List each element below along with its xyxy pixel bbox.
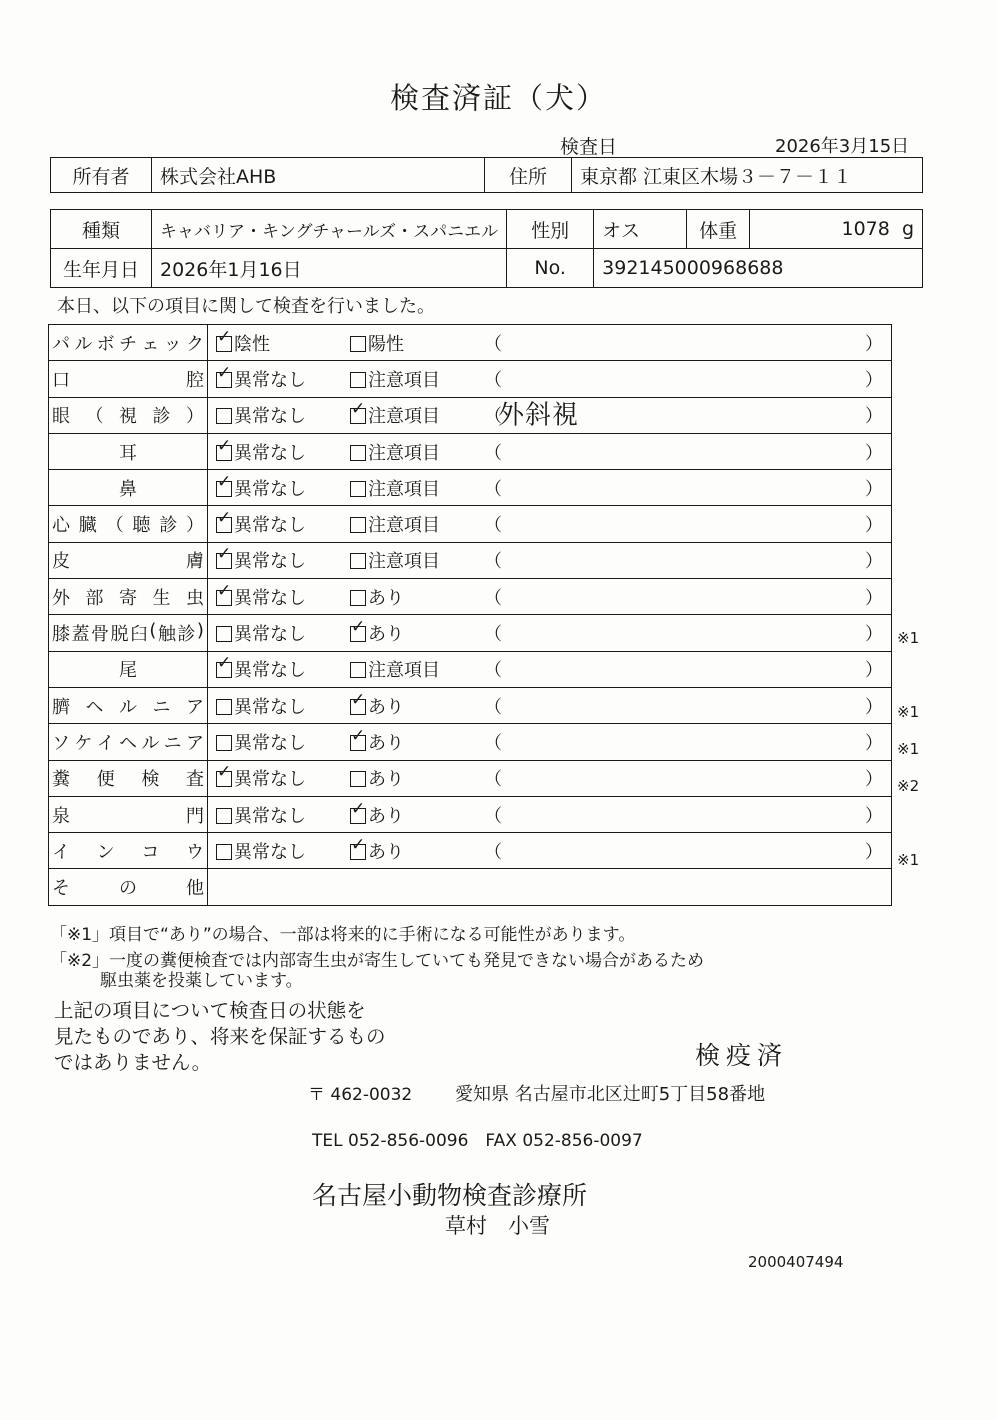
exam-row [49, 651, 892, 687]
clinic-phone: TEL 052-856-0096 FAX 052-856-0097 [312, 1131, 643, 1151]
label-char: 皮 [52, 551, 70, 573]
label-char: ヘ [118, 732, 137, 754]
exam-row [49, 397, 892, 433]
paren-close: ） [865, 478, 883, 500]
registration-number: 392145000968688 [594, 249, 923, 288]
exam-label [52, 511, 204, 537]
label-char: 心 [52, 515, 70, 537]
label-char: 臓 [78, 515, 97, 537]
label-char: 触 [157, 624, 176, 646]
exam-option [350, 511, 440, 537]
label-char: ル [119, 696, 137, 718]
checked-box-icon [216, 517, 232, 533]
option-text: あり [368, 732, 404, 754]
exam-label-cell [49, 651, 208, 687]
label-char: チ [118, 333, 137, 355]
label-char: 腔 [186, 369, 204, 391]
option-text: 異常なし [234, 587, 306, 609]
label-char: 便 [96, 769, 115, 791]
exam-option [350, 729, 404, 755]
label-char: イ [96, 732, 115, 754]
exam-option [216, 620, 306, 646]
paren-close: ） [865, 732, 883, 754]
owner-label: 所有者 [51, 158, 152, 193]
footnote-mark: ※1 [897, 851, 920, 869]
address-label: 住所 [485, 158, 572, 193]
birth-label: 生年月日 [51, 249, 152, 288]
footnote-1: 「※1」項目で“あり”の場合、一部は将来的に手術になる可能性があります。 [50, 925, 636, 945]
paren-close: ） [865, 551, 883, 573]
exam-options-cell [208, 542, 892, 578]
option-text: 異常なし [234, 406, 306, 428]
option-text: 異常なし [234, 624, 306, 646]
label-char: の [119, 878, 137, 900]
exam-label-cell [49, 506, 208, 542]
option-text: 注意項目 [368, 551, 440, 573]
owner-table [50, 157, 923, 193]
label-char: ソ [52, 732, 70, 754]
label-char: 膝 [52, 624, 70, 646]
exam-row [49, 433, 892, 469]
checked-box-icon [350, 408, 366, 424]
exam-label-cell [49, 397, 208, 433]
clinic-name: 名古屋小動物検査診療所 [312, 1181, 588, 1210]
label-char: 糞 [52, 769, 70, 791]
option-text: あり [368, 805, 404, 827]
birth-date: 2026年1月16日 [152, 249, 507, 288]
label-char: 口 [52, 369, 70, 391]
exam-options-cell [208, 760, 892, 796]
label-char: ボ [96, 333, 115, 355]
exam-option [216, 439, 306, 465]
option-text: あり [368, 587, 404, 609]
checkbox-icon [216, 626, 232, 642]
option-text: あり [368, 696, 404, 718]
footnote-mark: ※1 [897, 703, 920, 721]
label-char: ） [186, 406, 204, 428]
label-char: ェ [141, 333, 160, 355]
option-text: 異常なし [234, 660, 306, 682]
exam-label [52, 838, 204, 864]
weight-cell [750, 210, 923, 249]
other-label [52, 874, 204, 900]
option-text: 注意項目 [368, 478, 440, 500]
exam-option [216, 838, 306, 864]
exam-option [350, 584, 404, 610]
exam-label [52, 729, 204, 755]
option-text: あり [368, 841, 404, 863]
paren-open: （ [484, 551, 502, 573]
exam-option [216, 802, 306, 828]
exam-label-cell [49, 542, 208, 578]
checkbox-icon [350, 590, 366, 606]
option-text: 注意項目 [368, 515, 440, 537]
document-title: 検査済証（犬） [389, 81, 607, 115]
checked-box-icon [216, 481, 232, 497]
exam-row [49, 760, 892, 796]
checked-box-icon [350, 699, 366, 715]
exam-option [350, 366, 440, 392]
option-text: 注意項目 [368, 660, 440, 682]
paren-close: ） [865, 660, 883, 682]
option-text: 陰性 [234, 333, 270, 355]
clinic-address: 愛知県 名古屋市北区辻町5丁目58番地 [455, 1084, 766, 1105]
serial-number: 2000407494 [748, 1253, 844, 1271]
exam-label-cell [49, 724, 208, 760]
exam-option [216, 475, 306, 501]
option-text: 異常なし [234, 696, 306, 718]
option-text: 異常なし [234, 442, 306, 464]
label-char: 眼 [52, 406, 70, 428]
option-text: 異常なし [234, 732, 306, 754]
exam-options-cell [208, 687, 892, 723]
label-char: 他 [186, 878, 204, 900]
paren-open: （ [484, 841, 502, 863]
paren-open: （ [484, 442, 502, 464]
no-label: No. [507, 249, 594, 288]
weight-unit: g [901, 218, 914, 240]
checked-box-icon [350, 735, 366, 751]
label-char: イ [52, 841, 70, 863]
paren-open: （ [484, 660, 502, 682]
label-char: （ [105, 515, 124, 537]
checked-box-icon [350, 808, 366, 824]
exam-options-cell [208, 833, 892, 869]
exam-option [216, 366, 306, 392]
exam-options-cell [208, 397, 892, 433]
option-text: 陽性 [368, 333, 404, 355]
exam-options-cell [208, 651, 892, 687]
label-char: 診 [177, 624, 196, 646]
label-char: 診 [152, 406, 171, 428]
paren-open: （ [484, 587, 502, 609]
checked-box-icon [216, 662, 232, 678]
label-char: ア [185, 732, 204, 754]
exam-label [52, 656, 204, 682]
checkbox-icon [216, 735, 232, 751]
exam-label-cell [49, 470, 208, 506]
paren-close: ） [865, 696, 883, 718]
owner-name: 株式会社AHB [152, 158, 485, 193]
checkbox-icon [216, 699, 232, 715]
label-char: ( [149, 620, 157, 642]
exam-row [49, 687, 892, 723]
footnote-mark: ※2 [897, 777, 920, 795]
checkbox-icon [350, 481, 366, 497]
paren-close: ） [865, 587, 883, 609]
checkbox-icon [350, 662, 366, 678]
exam-option [350, 475, 440, 501]
sex: オス [594, 210, 687, 249]
label-char: ） [185, 515, 204, 537]
exam-row [49, 615, 892, 651]
paren-open: （ [484, 478, 502, 500]
checkbox-icon [350, 336, 366, 352]
exam-label-cell [49, 760, 208, 796]
exam-label [52, 765, 204, 791]
label-char: ニ [152, 696, 171, 718]
exam-row [49, 361, 892, 397]
checked-box-icon [350, 844, 366, 860]
exam-option [350, 693, 404, 719]
footnote-2-line2: 駆虫薬を投薬しています。 [100, 971, 303, 991]
exam-label [52, 475, 204, 501]
exam-option [350, 330, 404, 356]
label-char: 部 [85, 587, 104, 609]
disclaimer-line2: 見たものであり、将来を保証するもの [54, 1025, 386, 1048]
quarantine-stamp: 検疫済 [695, 1041, 789, 1070]
label-char: 尾 [119, 660, 137, 682]
exam-option [216, 547, 306, 573]
paren-open: （ [484, 732, 502, 754]
option-text: あり [368, 769, 404, 791]
paren-open: （ [484, 333, 502, 355]
exam-label-cell [49, 796, 208, 832]
exam-option [216, 765, 306, 791]
exam-label-cell [49, 579, 208, 615]
label-char: 蓋 [71, 624, 90, 646]
label-char: ン [96, 841, 115, 863]
checkbox-icon [216, 844, 232, 860]
exam-label-cell [49, 361, 208, 397]
label-char: ア [186, 696, 204, 718]
label-char: 臼 [129, 624, 148, 646]
label-char: ニ [163, 732, 182, 754]
label-char: コ [141, 841, 160, 863]
other-value [208, 869, 892, 905]
breed: キャバリア・キングチャールズ・スパニエル [152, 210, 507, 249]
breed-label: 種類 [51, 210, 152, 249]
option-text: 異常なし [234, 515, 306, 537]
label-char: 外 [52, 587, 70, 609]
label-char: ケ [74, 732, 93, 754]
footnote-2-line1: 「※2」一度の糞便検査では内部寄生虫が寄生していても発見できない場合があるため [50, 951, 705, 971]
exam-row [49, 579, 892, 615]
exam-row [49, 470, 892, 506]
exam-label [52, 439, 204, 465]
exam-option [216, 402, 306, 428]
exam-label [52, 693, 204, 719]
exam-row [49, 506, 892, 542]
paren-close: ） [865, 515, 883, 537]
label-char: ル [141, 732, 160, 754]
paren-close: ） [865, 369, 883, 391]
label-char: ヘ [85, 696, 104, 718]
option-text: 注意項目 [368, 442, 440, 464]
exam-label [52, 547, 204, 573]
owner-address: 東京都 江東区木場３－７－１１ [572, 158, 923, 193]
label-char: 生 [152, 587, 171, 609]
exam-label [52, 402, 204, 428]
exam-option [350, 802, 404, 828]
label-char: パ [52, 333, 70, 355]
option-text: 注意項目 [368, 406, 440, 428]
exam-date: 2026年3月15日 [775, 136, 910, 157]
exam-option [216, 330, 270, 356]
option-text: 異常なし [234, 478, 306, 500]
label-char: 門 [186, 805, 204, 827]
exam-options-cell [208, 433, 892, 469]
label-char: ) [196, 620, 204, 642]
checked-box-icon [216, 553, 232, 569]
checkbox-icon [216, 408, 232, 424]
paren-open: （ [484, 805, 502, 827]
footnote-mark: ※1 [897, 629, 920, 647]
exam-label [52, 366, 204, 392]
paren-open: （ [484, 624, 502, 646]
label-char: ッ [163, 333, 182, 355]
exam-option [350, 620, 404, 646]
label-char: 骨 [90, 624, 109, 646]
sex-label: 性別 [507, 210, 594, 249]
label-char: 臍 [52, 696, 70, 718]
checkbox-icon [350, 553, 366, 569]
paren-open: （ [484, 769, 502, 791]
option-text: 注意項目 [368, 369, 440, 391]
option-text: 異常なし [234, 841, 306, 863]
paren-open: （ [484, 515, 502, 537]
checked-box-icon [216, 590, 232, 606]
paren-open: （ [484, 406, 502, 428]
paren-close: ） [865, 769, 883, 791]
checkbox-icon [216, 808, 232, 824]
exam-label [52, 330, 204, 356]
option-text: 異常なし [234, 805, 306, 827]
exam-label [52, 620, 204, 646]
animal-table [50, 209, 923, 288]
paren-close: ） [865, 805, 883, 827]
label-char: 泉 [52, 805, 70, 827]
checked-box-icon [216, 771, 232, 787]
checked-box-icon [216, 336, 232, 352]
exam-label-cell [49, 833, 208, 869]
exam-date-label: 検査日 [560, 136, 618, 158]
exam-row [49, 724, 892, 760]
checkbox-icon [350, 372, 366, 388]
label-char: （ [85, 406, 104, 428]
label-char: 耳 [119, 442, 137, 464]
exam-options-cell [208, 470, 892, 506]
exam-options-cell [208, 796, 892, 832]
checkbox-icon [350, 445, 366, 461]
paren-open: （ [484, 696, 502, 718]
option-text: 異常なし [234, 551, 306, 573]
exam-items-table [48, 324, 892, 906]
exam-option [350, 765, 404, 791]
exam-row [49, 325, 892, 361]
exam-label-cell [49, 687, 208, 723]
label-char: 査 [185, 769, 204, 791]
checked-box-icon [216, 372, 232, 388]
label-char: 鼻 [119, 478, 137, 500]
label-char: そ [52, 878, 70, 900]
checked-box-icon [216, 445, 232, 461]
exam-label-cell [49, 615, 208, 651]
exam-label-cell [49, 325, 208, 361]
paren-close: ） [865, 841, 883, 863]
vet-name: 草村 小雪 [445, 1214, 550, 1238]
option-text: 異常なし [234, 769, 306, 791]
option-text: 異常なし [234, 369, 306, 391]
other-label-cell [49, 869, 208, 905]
exam-options-cell [208, 579, 892, 615]
intro-text: 本日、以下の項目に関して検査を行いました。 [57, 296, 435, 317]
handwritten-note: 外斜視 [498, 400, 580, 431]
exam-options-cell [208, 615, 892, 651]
paren-close: ） [865, 442, 883, 464]
exam-label-cell [49, 433, 208, 469]
exam-option [350, 402, 440, 428]
exam-option [350, 656, 440, 682]
exam-label [52, 584, 204, 610]
label-char: ク [185, 333, 204, 355]
disclaimer [54, 998, 386, 1076]
postal-code: 〒 462-0032 [308, 1085, 413, 1105]
checkbox-icon [350, 771, 366, 787]
exam-row [49, 796, 892, 832]
disclaimer-line1: 上記の項目について検査日の状態を [54, 999, 366, 1022]
exam-options-cell [208, 724, 892, 760]
label-char: 寄 [119, 587, 137, 609]
exam-row [49, 542, 892, 578]
checked-box-icon [350, 626, 366, 642]
exam-option [350, 547, 440, 573]
label-char: 脱 [110, 624, 129, 646]
label-char: 診 [159, 515, 178, 537]
label-char: 検 [141, 769, 160, 791]
option-text: あり [368, 624, 404, 646]
exam-row [49, 833, 892, 869]
footnote-mark: ※1 [897, 740, 920, 758]
exam-label [52, 802, 204, 828]
exam-option [216, 584, 306, 610]
label-char: 聴 [132, 515, 151, 537]
label-char: 虫 [186, 587, 204, 609]
exam-options-cell [208, 325, 892, 361]
exam-option [350, 439, 440, 465]
paren-close: ） [865, 406, 883, 428]
exam-option [216, 656, 306, 682]
label-char: 膚 [186, 551, 204, 573]
label-char: 視 [119, 406, 137, 428]
exam-options-cell [208, 361, 892, 397]
weight-label: 体重 [687, 210, 750, 249]
exam-option [216, 729, 306, 755]
weight-value: 1078 [841, 218, 890, 240]
label-char: ウ [185, 841, 204, 863]
exam-options-cell [208, 506, 892, 542]
disclaimer-line3: ではありません。 [54, 1051, 212, 1074]
exam-option [216, 511, 306, 537]
paren-close: ） [865, 333, 883, 355]
checkbox-icon [350, 517, 366, 533]
paren-open: （ [484, 369, 502, 391]
paren-close: ） [865, 624, 883, 646]
exam-option [350, 838, 404, 864]
label-char: ル [74, 333, 93, 355]
exam-option [216, 693, 306, 719]
